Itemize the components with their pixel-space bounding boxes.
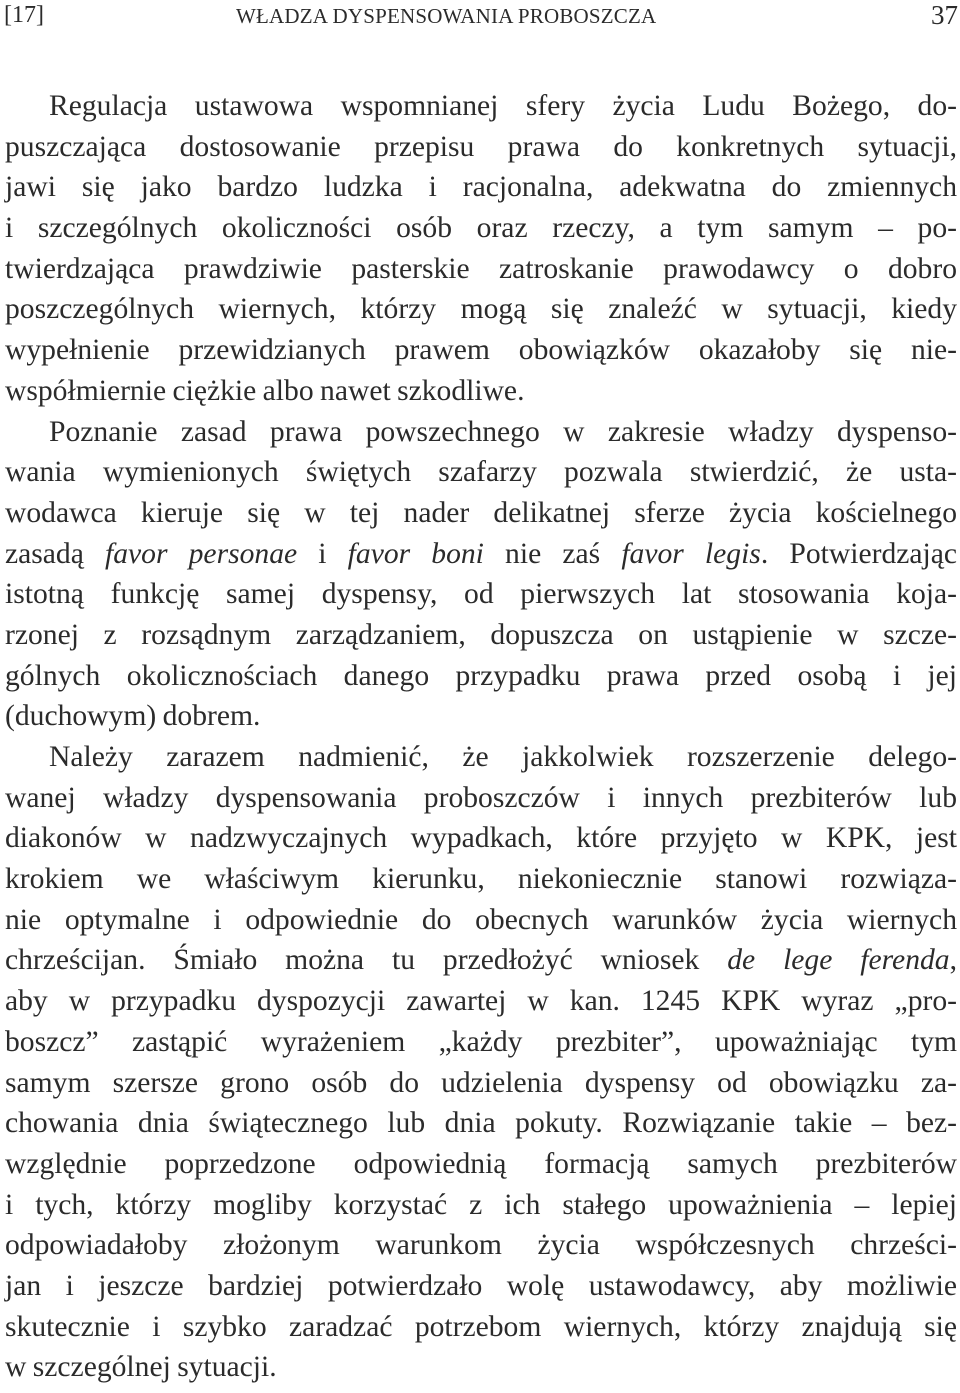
text-line: rzonej z rozsądnym zarządzaniem, dopuszcza on ustąpienie w szcze- bbox=[5, 618, 957, 651]
text-line: jawi się jako bardzo ludzka i racjonalna, adekwatna do zmiennych bbox=[5, 171, 957, 204]
text-line: w szczególnej sytuacji. bbox=[5, 1351, 277, 1384]
italic-term: de lege ferenda bbox=[727, 944, 950, 977]
body-text bbox=[5, 86, 957, 1388]
italic-term: favor personae bbox=[105, 537, 298, 570]
text-line: gólnych okolicznościach danego przypadku prawa przed osobą i jej bbox=[5, 659, 957, 692]
text-line: poszczególnych wiernych, którzy mogą się znaleźć w sytuacji, kiedy bbox=[5, 293, 957, 326]
text-run: chrześcijan. Śmiało można tu przedłożyć wniosek bbox=[5, 944, 728, 977]
text-line-mixed bbox=[5, 940, 957, 981]
text-line: (duchowym) dobrem. bbox=[5, 700, 261, 733]
text-line: puszczająca dostosowanie przepisu prawa do konkretnych sytuacji, bbox=[5, 130, 957, 163]
text-line: jan i jeszcze bardziej potwierdzało wolę ustawodawcy, aby możliwie bbox=[5, 1269, 957, 1302]
running-title: WŁADZA DYSPENSOWANIA PROBOSZCZA bbox=[236, 4, 657, 28]
text-line: Poznanie zasad prawa powszechnego w zakresie władzy dyspenso- bbox=[49, 415, 957, 448]
text-line: twierdzająca prawdziwie pasterskie zatroskanie prawodawcy o dobro bbox=[5, 252, 957, 285]
text-line: aby w przypadku dyspozycji zawartej w kan. 1245 KPK wyraz „pro- bbox=[5, 985, 957, 1018]
text-line: skutecznie i szybko zaradzać potrzebom wiernych, którzy znajdują się bbox=[5, 1310, 957, 1343]
text-line: wodawca kieruje się w tej nader delikatnej sferze życia kościelnego bbox=[5, 496, 957, 529]
text-line: wania wymienionych świętych szafarzy pozwala stwierdzić, że usta- bbox=[5, 456, 957, 489]
text-line: diakonów w nadzwyczajnych wypadkach, które przyjęto w KPK, jest bbox=[5, 822, 957, 855]
text-run: , bbox=[949, 944, 957, 977]
paragraph-1 bbox=[5, 86, 957, 412]
text-run: i bbox=[297, 537, 348, 570]
text-line: odpowiadałoby złożonym warunkom życia współczesnych chrześci- bbox=[5, 1229, 957, 1262]
text-line-mixed bbox=[5, 534, 957, 575]
text-run: . Potwierdzając bbox=[760, 537, 957, 570]
running-header bbox=[0, 0, 960, 34]
text-run: zasadą bbox=[5, 537, 106, 570]
italic-term: favor legis bbox=[621, 537, 761, 570]
text-line: samym szersze grono osób do udzielenia dyspensy od obowiązku za- bbox=[5, 1066, 957, 1099]
italic-term: favor boni bbox=[347, 537, 484, 570]
text-line: względnie poprzedzone odpowiednią formacją samych prezbiterów bbox=[5, 1147, 957, 1180]
text-line: nie optymalne i odpowiednie do obecnych warunków życia wiernych bbox=[5, 903, 957, 936]
text-line: wypełnienie przewidzianych prawem obowiązków okazałoby się nie- bbox=[5, 334, 957, 367]
page-number: 37 bbox=[931, 0, 958, 30]
text-line: chowania dnia świątecznego lub dnia pokuty. Rozwiązanie takie – bez- bbox=[5, 1107, 957, 1140]
text-line: i szczególnych okoliczności osób oraz rzeczy, a tym samym – po- bbox=[5, 212, 957, 245]
text-line: Należy zarazem nadmienić, że jakkolwiek rozszerzenie delego- bbox=[49, 741, 957, 773]
paragraph-2 bbox=[5, 412, 957, 738]
paragraph-3 bbox=[5, 737, 957, 1388]
text-line: krokiem we właściwym kierunku, niekoniecznie stanowi rozwiąza- bbox=[5, 863, 957, 896]
text-line: współmiernie ciężkie albo nawet szkodliwe. bbox=[5, 374, 525, 407]
text-line: boszcz” zastąpić wyrażeniem „każdy prezbiter”, upoważniając tym bbox=[5, 1025, 957, 1058]
text-line: i tych, którzy mogliby korzystać z ich stałego upoważnienia – lepiej bbox=[5, 1188, 957, 1221]
text-line: Regulacja ustawowa wspomnianej sfery życia Ludu Bożego, do- bbox=[49, 90, 957, 122]
section-number: [17] bbox=[4, 2, 44, 28]
text-run: nie zaś bbox=[483, 537, 622, 570]
text-line: wanej władzy dyspensowania proboszczów i innych prezbiterów lub bbox=[5, 781, 957, 814]
text-line: istotną funkcję samej dyspensy, od pierwszych lat stosowania koja- bbox=[5, 578, 957, 611]
